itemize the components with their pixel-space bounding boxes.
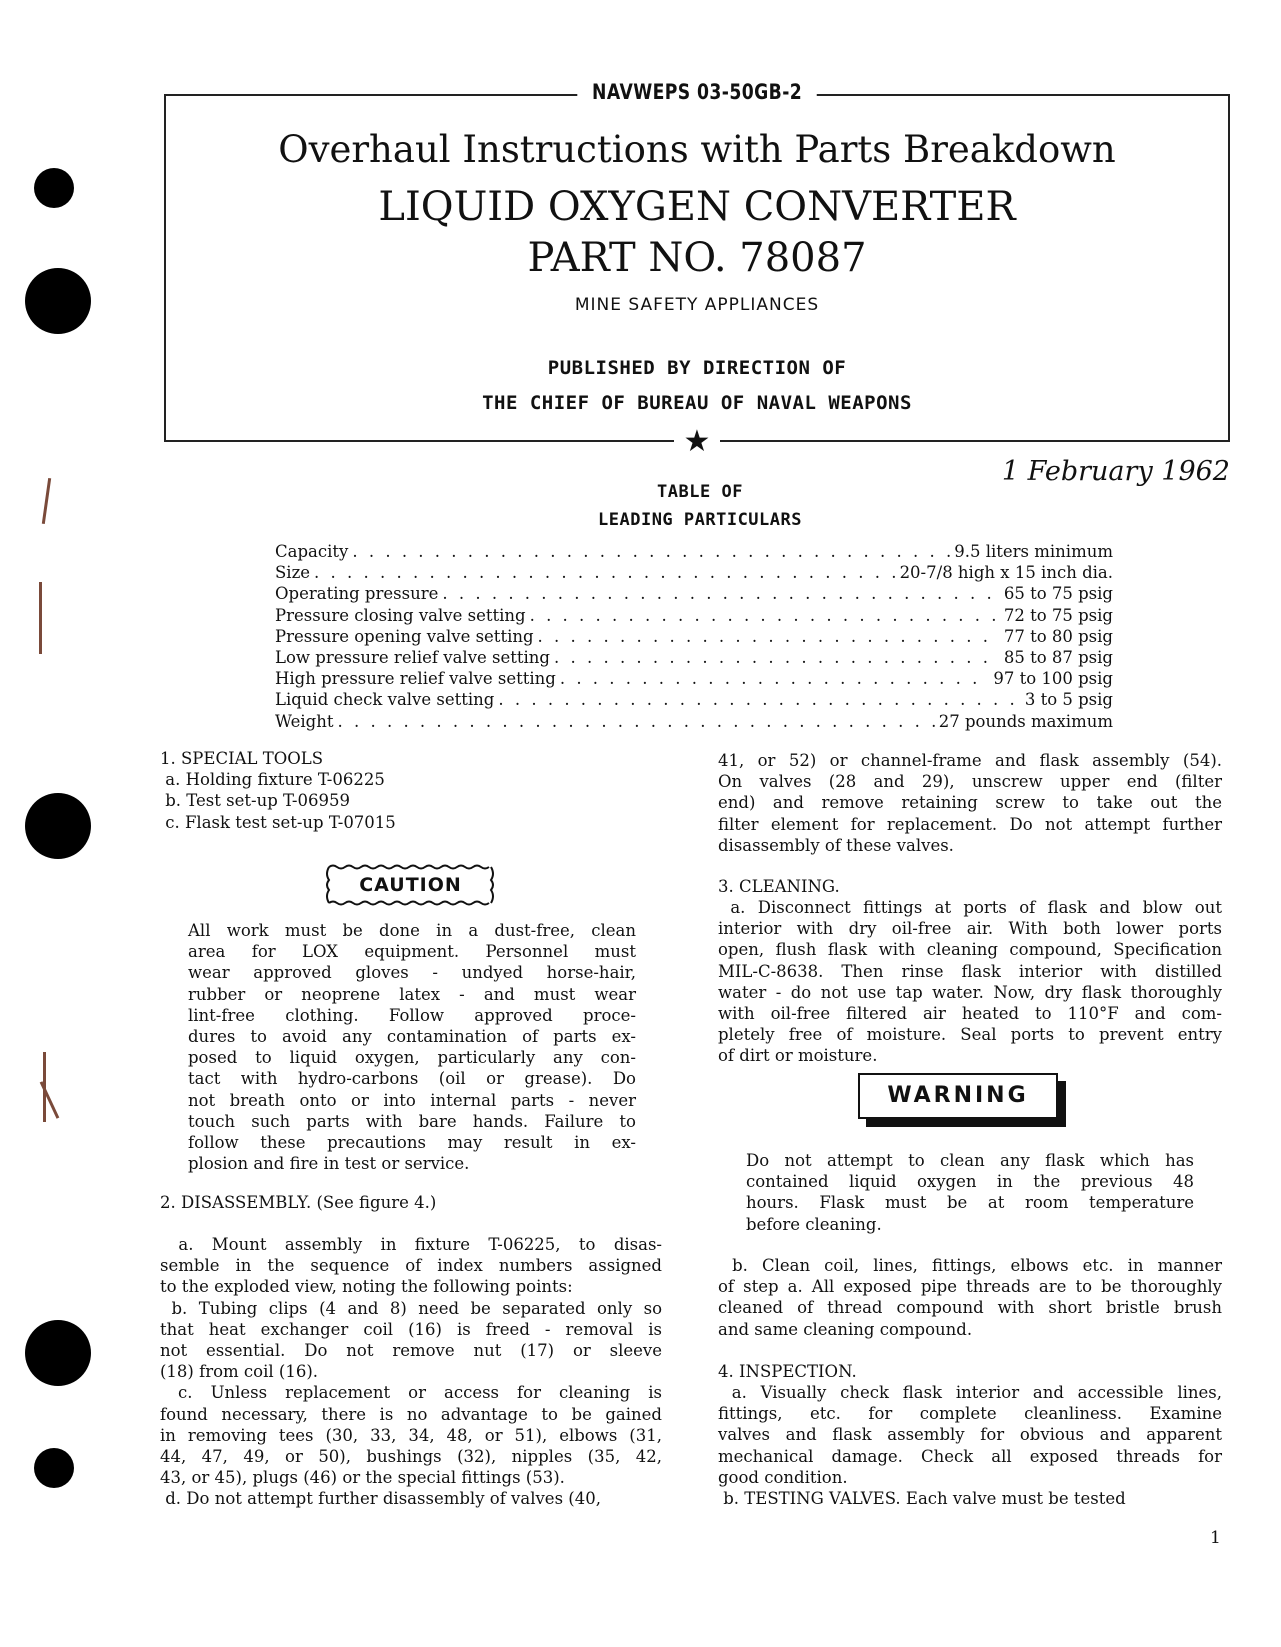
- binder-hole: [34, 168, 74, 208]
- text-line: good condition.: [718, 1467, 848, 1487]
- text-line: with oil-free filtered air heated to 110°F and com-: [718, 1004, 1222, 1024]
- particular-label: Liquid check valve setting: [275, 690, 495, 710]
- particular-value: 20-7/8 high x 15 inch dia.: [899, 563, 1113, 583]
- text-line: water - do not use tap water. Now, dry flask thoroughly: [718, 982, 1222, 1002]
- publication-date: 1 February 1962: [1001, 456, 1230, 487]
- left-column: [160, 748, 640, 833]
- text-line: All work must be done in a dust-free, clean: [188, 921, 636, 940]
- particular-value: 97 to 100 psig: [993, 669, 1113, 689]
- text-line: not breath onto or into internal parts - never: [188, 1090, 636, 1110]
- caution-banner: [323, 864, 498, 906]
- particular-label: Pressure closing valve setting: [275, 605, 526, 625]
- leader-dots: [530, 606, 1000, 625]
- text-line: hours. Flask must be at room temperature: [746, 1193, 1194, 1213]
- page-number: 1: [1210, 1528, 1221, 1548]
- particular-value: 27 pounds maximum: [938, 711, 1113, 731]
- text-line: touch such parts with bare hands. Failure to: [188, 1111, 636, 1131]
- particulars-row: [275, 542, 1113, 563]
- text-line: d. Do not attempt further disassembly of valves (40,: [160, 1489, 601, 1509]
- inspection-body: [718, 1382, 1222, 1509]
- title-line-2: LIQUID OXYGEN CONVERTER: [378, 184, 1016, 230]
- particular-label: Low pressure relief valve setting: [275, 647, 550, 667]
- text-line: posed to liquid oxygen, particularly any con-: [188, 1048, 636, 1068]
- warning-label: WARNING: [887, 1083, 1029, 1108]
- text-line: Do not attempt to clean any flask which has: [746, 1151, 1194, 1170]
- text-line: and same cleaning compound.: [718, 1319, 973, 1339]
- text-line: disassembly of these valves.: [718, 835, 954, 855]
- leader-dots: [314, 563, 896, 582]
- particulars-row: [275, 627, 1113, 648]
- leader-dots: [538, 627, 1000, 646]
- particular-value: 3 to 5 psig: [1024, 690, 1113, 710]
- text-line: 43, or 45), plugs (46) or the special fittings (53).: [160, 1468, 565, 1488]
- text-line: in removing tees (30, 33, 34, 48, or 51), elbows (31,: [160, 1425, 662, 1445]
- text-line: c. Unless replacement or access for cleaning is: [160, 1383, 663, 1403]
- text-line: 44, 47, 49, or 50), bushings (32), nipples (35, 42,: [160, 1447, 662, 1467]
- title-line-3: PART NO. 78087: [527, 235, 867, 281]
- leader-dots: [337, 712, 934, 731]
- warning-banner: [858, 1073, 1068, 1127]
- text-line: cleaned of thread compound with short bristle brush: [718, 1298, 1222, 1318]
- particular-value: 9.5 liters minimum: [954, 542, 1113, 561]
- text-line: On valves (28 and 29), unscrew upper end (filter: [718, 772, 1222, 792]
- particulars-row: [275, 669, 1113, 690]
- particular-value: 85 to 87 psig: [1003, 647, 1113, 667]
- particular-label: Pressure opening valve setting: [275, 626, 534, 646]
- document-number: NAVWEPS 03-50GB-2: [164, 80, 1230, 104]
- authority-line-1: PUBLISHED BY DIRECTION OF: [547, 357, 847, 379]
- inspection-heading: 4. INSPECTION.: [718, 1362, 857, 1381]
- text-line: valves and flask assembly for obvious and apparent: [718, 1425, 1222, 1445]
- leader-dots: [554, 648, 1000, 667]
- text-line: that heat exchanger coil (16) is freed - removal is: [160, 1319, 662, 1339]
- disassembly-continued: [718, 750, 1222, 856]
- particulars-row: [275, 563, 1113, 584]
- particulars-row: [275, 690, 1113, 711]
- manufacturer: MINE SAFETY APPLIANCES: [574, 295, 820, 315]
- cleaning-body: [718, 897, 1222, 1067]
- text-line: (18) from coil (16).: [160, 1362, 319, 1382]
- disassembly-heading: 2. DISASSEMBLY. (See figure 4.): [160, 1193, 437, 1212]
- binder-hole: [25, 793, 91, 859]
- particular-value: 65 to 75 psig: [1003, 584, 1113, 604]
- binder-hole: [34, 1448, 74, 1488]
- particular-label: Operating pressure: [275, 584, 439, 604]
- text-line: of dirt or moisture.: [718, 1046, 878, 1066]
- leader-dots: [560, 669, 990, 688]
- binder-hole: [25, 1320, 91, 1386]
- binder-hole: [25, 268, 91, 334]
- text-line: before cleaning.: [746, 1214, 882, 1234]
- particular-label: Size: [275, 563, 311, 583]
- tool-item: c. Flask test set-up T-07015: [160, 812, 396, 832]
- cleaning-heading: 3. CLEANING.: [718, 877, 840, 896]
- particular-label: High pressure relief valve setting: [275, 669, 556, 689]
- particulars-row: [275, 648, 1113, 669]
- text-line: to the exploded view, noting the following points:: [160, 1277, 573, 1297]
- title-line-1: Overhaul Instructions with Parts Breakdown: [278, 128, 1116, 171]
- text-line: plosion and fire in test or service.: [188, 1154, 470, 1174]
- particulars-heading-2: LEADING PARTICULARS: [598, 510, 802, 530]
- particular-value: 77 to 80 psig: [1003, 626, 1113, 646]
- particulars-heading-1: TABLE OF: [657, 482, 743, 502]
- text-line: filter element for replacement. Do not attempt further: [718, 814, 1222, 834]
- text-line: b. Clean coil, lines, fittings, elbows etc. in manner: [718, 1256, 1222, 1275]
- text-line: pletely free of moisture. Seal ports to prevent entry: [718, 1025, 1222, 1045]
- warning-body: [746, 1150, 1194, 1235]
- warning-frame: [858, 1073, 1058, 1119]
- text-line: MIL-C-8638. Then rinse flask interior with distilled: [718, 961, 1222, 981]
- text-line: lint-free clothing. Follow approved proce-: [188, 1005, 636, 1025]
- leader-dots: [442, 584, 999, 603]
- text-line: mechanical damage. Check all exposed threads for: [718, 1446, 1222, 1466]
- text-line: 41, or 52) or channel-frame and flask assembly (54).: [718, 751, 1222, 770]
- text-line: rubber or neoprene latex - and must wear: [188, 984, 636, 1004]
- text-line: tact with hydro-carbons (oil or grease). Do: [188, 1069, 636, 1089]
- text-line: dures to avoid any contamination of parts ex-: [188, 1027, 636, 1047]
- text-line: end) and remove retaining screw to take out the: [718, 793, 1222, 813]
- particulars-table: [275, 542, 1113, 733]
- text-line: b. Tubing clips (4 and 8) need be separated only so: [160, 1298, 662, 1318]
- tool-item: b. Test set-up T-06959: [160, 791, 350, 811]
- particular-label: Weight: [275, 711, 334, 731]
- leader-dots: [498, 690, 1020, 709]
- caution-body: [188, 920, 636, 1174]
- margin-mark: [42, 478, 51, 524]
- text-line: b. TESTING VALVES. Each valve must be tested: [718, 1489, 1126, 1509]
- star-icon: ★: [164, 424, 1230, 460]
- text-line: semble in the sequence of index numbers assigned: [160, 1256, 662, 1276]
- particular-label: Capacity: [275, 542, 349, 561]
- text-line: a. Visually check flask interior and accessible lines,: [718, 1383, 1223, 1402]
- text-line: interior with dry oil-free air. With both lower ports: [718, 919, 1222, 939]
- text-line: contained liquid oxygen in the previous 48: [746, 1172, 1194, 1192]
- margin-mark: [39, 582, 42, 654]
- text-line: area for LOX equipment. Personnel must: [188, 942, 636, 962]
- text-line: open, flush flask with cleaning compound, Specification: [718, 940, 1222, 960]
- leader-dots: [352, 542, 950, 561]
- text-line: follow these precautions may result in ex-: [188, 1133, 636, 1153]
- text-line: wear approved gloves - undyed horse-hair,: [188, 963, 636, 983]
- disassembly-body: [160, 1234, 662, 1510]
- particulars-row: [275, 584, 1113, 605]
- particulars-row: [275, 712, 1113, 733]
- text-line: fittings, etc. for complete cleanliness. Examine: [718, 1404, 1222, 1424]
- particular-value: 72 to 75 psig: [1003, 605, 1113, 625]
- particulars-row: [275, 606, 1113, 627]
- tool-item: a. Holding fixture T-06225: [160, 770, 385, 790]
- authority-line-2: THE CHIEF OF BUREAU OF NAVAL WEAPONS: [482, 392, 912, 414]
- tools-heading: 1. SPECIAL TOOLS: [160, 749, 324, 768]
- cleaning-step-b: [718, 1255, 1222, 1340]
- text-line: a. Mount assembly in fixture T-06225, to disas-: [160, 1235, 662, 1254]
- caution-label: CAUTION: [359, 874, 462, 896]
- text-line: a. Disconnect fittings at ports of flask and blow out: [718, 898, 1222, 917]
- text-line: found necessary, there is no advantage to be gained: [160, 1404, 662, 1424]
- text-line: not essential. Do not remove nut (17) or sleeve: [160, 1341, 662, 1361]
- text-line: of step a. All exposed pipe threads are to be thoroughly: [718, 1277, 1222, 1297]
